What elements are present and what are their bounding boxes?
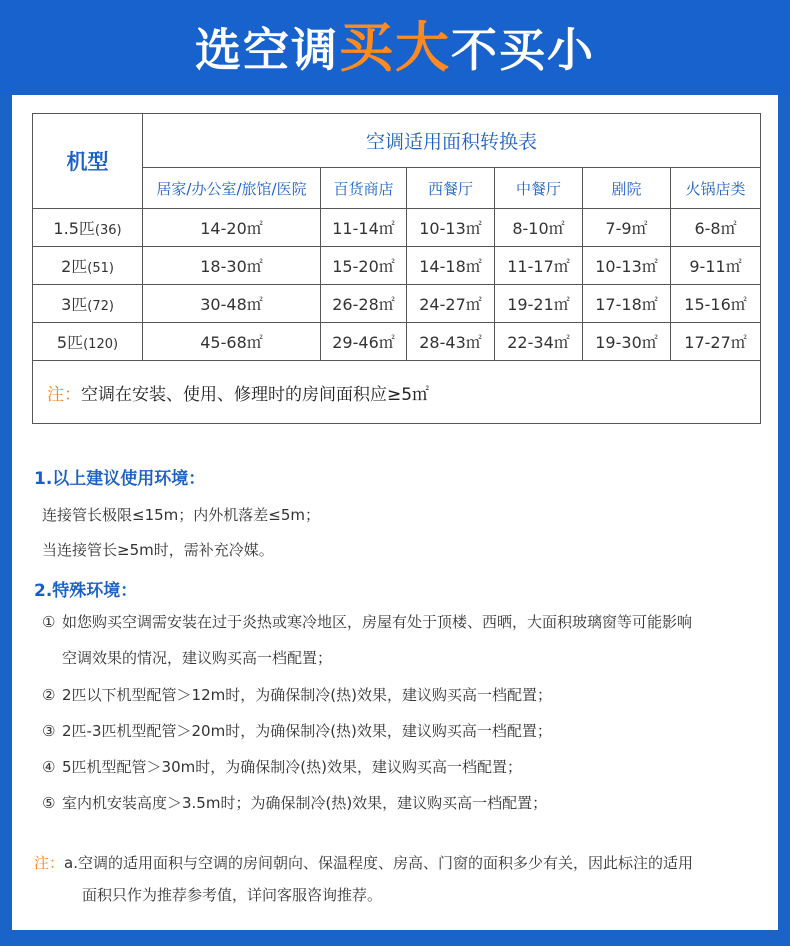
model-cell xyxy=(33,209,143,247)
category-header: 火锅店类 xyxy=(671,168,761,209)
content-panel xyxy=(12,95,778,930)
title-part-2: 不买小 xyxy=(451,22,595,77)
area-cell: 15-20㎡ xyxy=(321,247,407,285)
area-cell: 19-21㎡ xyxy=(495,285,583,323)
special-item xyxy=(42,611,692,632)
area-cell: 10-13㎡ xyxy=(583,247,671,285)
table-row xyxy=(33,323,761,361)
model-code: (36) xyxy=(94,223,122,238)
area-cell: 6-8㎡ xyxy=(671,209,761,247)
model-code: (51) xyxy=(87,261,114,276)
table-title: 空调适用面积转换表 xyxy=(143,114,761,168)
area-cell: 18-30㎡ xyxy=(143,247,321,285)
area-cell: 14-20㎡ xyxy=(143,209,321,247)
model-code: (72) xyxy=(87,299,114,314)
area-cell: 45-68㎡ xyxy=(143,323,321,361)
model-cell xyxy=(33,285,143,323)
special-item-continuation: 空调效果的情况，建议购买高一档配置； xyxy=(62,649,333,667)
special-item xyxy=(42,792,547,813)
area-cell: 15-16㎡ xyxy=(671,285,761,323)
title-part-1: 选空调 xyxy=(195,22,339,77)
title-accent: 买大 xyxy=(339,15,451,79)
footnote-continuation: 面积只作为推荐参考值，详问客服咨询推荐。 xyxy=(82,886,383,904)
area-cell: 9-11㎡ xyxy=(671,247,761,285)
area-cell: 14-18㎡ xyxy=(407,247,495,285)
category-header: 西餐厅 xyxy=(407,168,495,209)
special-item xyxy=(42,756,522,777)
area-cell: 8-10㎡ xyxy=(495,209,583,247)
item-number: ⑤ xyxy=(42,794,56,812)
model-name: 1.5匹 xyxy=(53,219,95,238)
model-cell xyxy=(33,247,143,285)
model-cell xyxy=(33,323,143,361)
area-cell: 17-18㎡ xyxy=(583,285,671,323)
area-cell: 11-17㎡ xyxy=(495,247,583,285)
note-text: 空调在安装、使用、修理时的房间面积应≥5㎡ xyxy=(81,384,430,405)
special-item xyxy=(42,720,552,741)
footnote-text: a.空调的适用面积与空调的房间朝向、保温程度、房高、门窗的面积多少有关，因此标注的适用 xyxy=(64,854,693,872)
area-cell: 30-48㎡ xyxy=(143,285,321,323)
area-cell: 22-34㎡ xyxy=(495,323,583,361)
area-cell: 7-9㎡ xyxy=(583,209,671,247)
table-row xyxy=(33,209,761,247)
section-1-heading: 1.以上建议使用环境： xyxy=(34,469,206,489)
item-number: ① xyxy=(42,613,56,631)
footnote xyxy=(34,847,764,911)
table-note xyxy=(33,361,761,424)
model-name: 2匹 xyxy=(61,257,88,276)
area-cell: 24-27㎡ xyxy=(407,285,495,323)
special-item xyxy=(42,684,552,705)
item-text: 如您购买空调需安装在过于炎热或寒冷地区，房屋有处于顶楼、西晒，大面积玻璃窗等可能影响 xyxy=(62,613,693,631)
category-header: 中餐厅 xyxy=(495,168,583,209)
model-name: 3匹 xyxy=(61,295,88,314)
section-1-line: 连接管长极限≤15m；内外机落差≤5m； xyxy=(42,506,320,524)
item-number: ② xyxy=(42,686,56,704)
category-header: 剧院 xyxy=(583,168,671,209)
note-label: 注： xyxy=(47,384,81,405)
item-text: 2匹-3匹机型配管＞20m时，为确保制冷(热)效果，建议购买高一档配置； xyxy=(62,722,552,740)
item-text: 5匹机型配管＞30m时，为确保制冷(热)效果，建议购买高一档配置； xyxy=(62,758,522,776)
category-header: 居家/办公室/旅馆/医院 xyxy=(143,168,321,209)
area-conversion-table xyxy=(32,113,761,424)
model-name: 5匹 xyxy=(56,333,84,352)
category-header-row xyxy=(33,168,761,209)
area-cell: 19-30㎡ xyxy=(583,323,671,361)
section-2-heading: 2.特殊环境： xyxy=(34,581,138,601)
table-note-row xyxy=(33,361,761,424)
item-number: ③ xyxy=(42,722,56,740)
model-code: (120) xyxy=(83,337,119,352)
footnote-label: 注： xyxy=(34,854,65,872)
area-cell: 26-28㎡ xyxy=(321,285,407,323)
item-number: ④ xyxy=(42,758,56,776)
item-text: 室内机安装高度＞3.5m时；为确保制冷(热)效果，建议购买高一档配置； xyxy=(62,794,548,812)
item-text: 2匹以下机型配管＞12m时，为确保制冷(热)效果，建议购买高一档配置； xyxy=(62,686,552,704)
area-cell: 11-14㎡ xyxy=(321,209,407,247)
category-header: 百货商店 xyxy=(321,168,407,209)
area-cell: 17-27㎡ xyxy=(671,323,761,361)
header-banner xyxy=(0,0,790,95)
area-cell: 29-46㎡ xyxy=(321,323,407,361)
area-cell: 10-13㎡ xyxy=(407,209,495,247)
table-row xyxy=(33,247,761,285)
table-title-row xyxy=(33,114,761,168)
table-row xyxy=(33,285,761,323)
section-1-line: 当连接管长≥5m时，需补充冷媒。 xyxy=(42,541,274,559)
area-cell: 28-43㎡ xyxy=(407,323,495,361)
page-title xyxy=(195,15,595,79)
machine-header: 机型 xyxy=(33,114,143,209)
